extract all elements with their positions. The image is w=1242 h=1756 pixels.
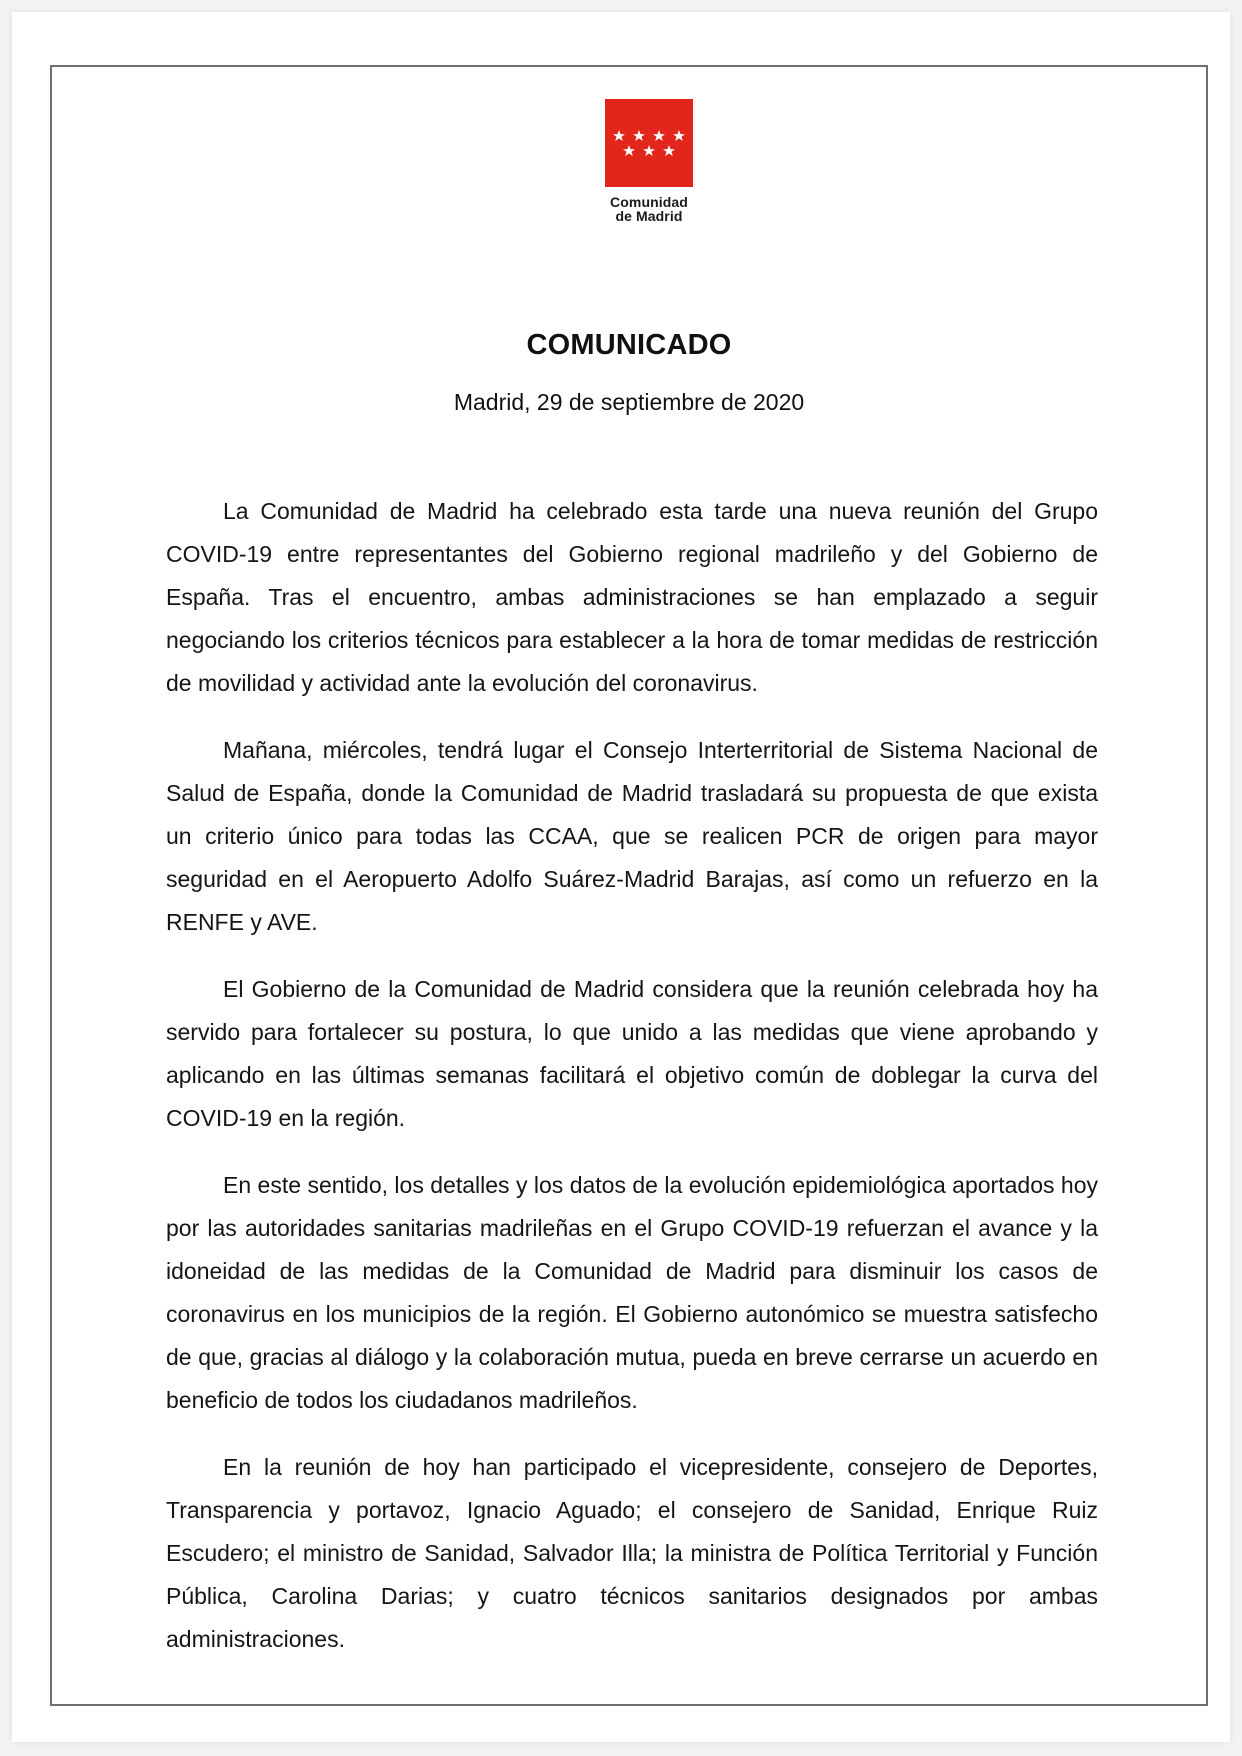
logo-wordmark bbox=[604, 195, 694, 223]
paragraph-4: En este sentido, los detalles y los datos de la evolución epidemiológica aportados hoy por las autoridades sanitarias madrileñas en el Grupo COVID-19 refuerzan el avance y la idoneidad de las medidas de la Comunidad de Madrid para disminuir los casos de coronavirus en los municipios de la región. El Gobierno autonómico se muestra satisfecho de que, gracias al diálogo y la colaboración mutua, pueda en breve cerrarse un acuerdo en beneficio de todos los ciudadanos madrileños. bbox=[166, 1172, 1098, 1413]
page-frame bbox=[50, 65, 1208, 1706]
paragraph-5: En la reunión de hoy han participado el vicepresidente, consejero de Deportes, Transparencia y portavoz, Ignacio Aguado; el consejero de Sanidad, Enrique Ruiz Escudero; el ministro de Sanidad, Salvador Illa; la ministra de Política Territorial y Función Pública, Carolina Darias; y cuatro técnicos sanitarios designados por ambas administraciones. bbox=[166, 1454, 1098, 1652]
paragraph-1: La Comunidad de Madrid ha celebrado esta tarde una nueva reunión del Grupo COVID-19 entre representantes del Gobierno regional madrileño y del Gobierno de España. Tras el encuentro, ambas administraciones se han emplazado a seguir negociando los criterios técnicos para establecer a la hora de tomar medidas de restricción de movilidad y actividad ante la evolución del coronavirus. bbox=[166, 498, 1098, 696]
madrid-flag-icon bbox=[605, 99, 693, 187]
document-title: COMUNICADO bbox=[526, 329, 732, 361]
paragraph-3: El Gobierno de la Comunidad de Madrid considera que la reunión celebrada hoy ha servido para fortalecer su postura, lo que unido a las medidas que viene aprobando y aplicando en las últimas semanas facilitará el objetivo común de doblegar la curva del COVID-19 en la región. bbox=[166, 976, 1098, 1131]
logo-line-1: Comunidad bbox=[610, 194, 688, 210]
document-sheet bbox=[12, 12, 1230, 1742]
date-line: Madrid, 29 de septiembre de 2020 bbox=[453, 389, 805, 415]
paragraph-2: Mañana, miércoles, tendrá lugar el Consejo Interterritorial de Sistema Nacional de Salud de España, donde la Comunidad de Madrid trasladará su propuesta de que exista un criterio único para todas las CCAA, que se realicen PCR de origen para mayor seguridad en el Aeropuerto Adolfo Suárez-Madrid Barajas, así como un refuerzo en la RENFE y AVE. bbox=[166, 737, 1098, 935]
comunidad-de-madrid-logo bbox=[604, 99, 694, 223]
logo-line-2: de Madrid bbox=[615, 208, 683, 224]
document-body bbox=[166, 490, 1098, 1685]
